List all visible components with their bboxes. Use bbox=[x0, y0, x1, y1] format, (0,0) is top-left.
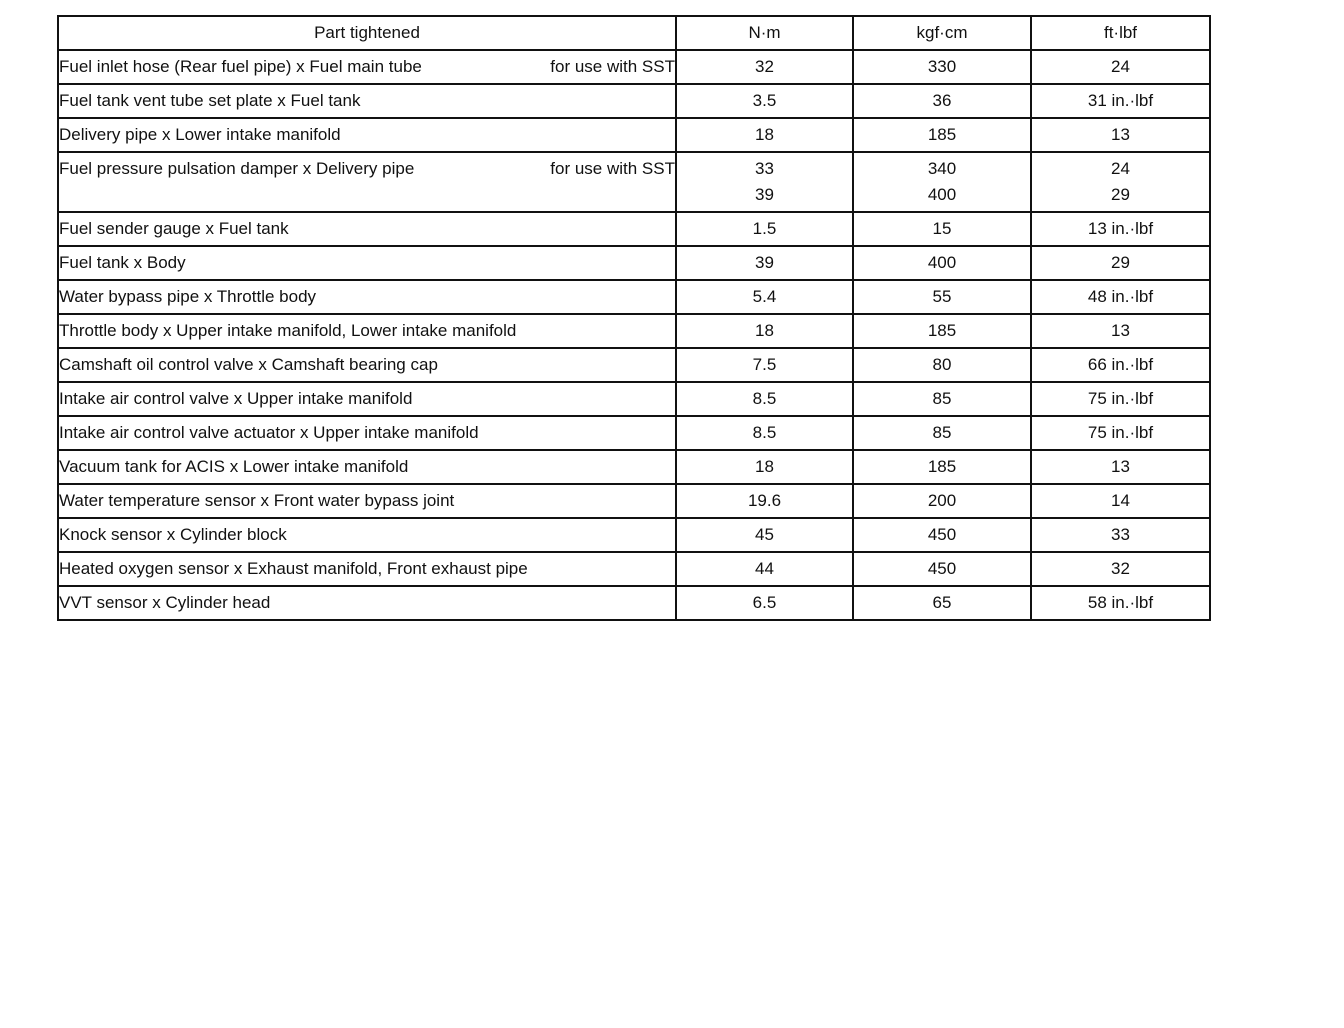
table-row bbox=[58, 280, 1210, 314]
table-row bbox=[58, 382, 1210, 416]
torque-kgf-cm-cell bbox=[853, 484, 1031, 518]
torque-kgf-cm-cell bbox=[853, 348, 1031, 382]
part-note: for use with SST bbox=[550, 57, 675, 76]
table-row bbox=[58, 84, 1210, 118]
part-cell bbox=[58, 152, 676, 212]
table-row bbox=[58, 314, 1210, 348]
torque-ft-lbf-cell bbox=[1031, 552, 1210, 586]
torque-value: 400 bbox=[927, 253, 957, 272]
torque-nm-cell bbox=[676, 50, 853, 84]
part-cell bbox=[58, 50, 676, 84]
torque-value: 75 in.·lbf bbox=[1087, 389, 1154, 408]
torque-nm-cell bbox=[676, 118, 853, 152]
torque-kgf-cm-cell bbox=[853, 552, 1031, 586]
torque-nm-cell bbox=[676, 450, 853, 484]
header-ft-lbf: ft·lbf bbox=[1031, 16, 1210, 50]
torque-value: 450 bbox=[927, 525, 957, 544]
torque-kgf-cm-cell bbox=[853, 586, 1031, 620]
part-cell bbox=[58, 484, 676, 518]
torque-value: 29 bbox=[1111, 185, 1130, 204]
torque-nm-cell bbox=[676, 212, 853, 246]
torque-value: 1.5 bbox=[752, 219, 777, 238]
torque-nm-cell bbox=[676, 382, 853, 416]
torque-kgf-cm-cell bbox=[853, 212, 1031, 246]
torque-ft-lbf-cell bbox=[1031, 84, 1210, 118]
part-name: Water temperature sensor x Front water bypass joint bbox=[59, 491, 455, 510]
header-kgf-cm: kgf·cm bbox=[853, 16, 1031, 50]
torque-ft-lbf-cell bbox=[1031, 212, 1210, 246]
part-name: Fuel sender gauge x Fuel tank bbox=[59, 219, 289, 238]
torque-kgf-cm-cell bbox=[853, 280, 1031, 314]
torque-value: 85 bbox=[932, 423, 952, 442]
torque-ft-lbf-cell bbox=[1031, 586, 1210, 620]
torque-value: 36 bbox=[932, 91, 952, 110]
torque-value: 39 bbox=[755, 253, 774, 272]
table-header-row bbox=[58, 16, 1210, 50]
torque-nm-cell bbox=[676, 84, 853, 118]
torque-ft-lbf-cell bbox=[1031, 518, 1210, 552]
torque-value: 14 bbox=[1111, 491, 1130, 510]
table-row bbox=[58, 552, 1210, 586]
torque-ft-lbf-cell bbox=[1031, 484, 1210, 518]
torque-kgf-cm-cell bbox=[853, 314, 1031, 348]
torque-kgf-cm-cell bbox=[853, 382, 1031, 416]
torque-value: 58 in.·lbf bbox=[1087, 593, 1154, 612]
part-name: Fuel pressure pulsation damper x Delivery pipe bbox=[59, 159, 415, 178]
table-row bbox=[58, 246, 1210, 280]
torque-nm-cell bbox=[676, 314, 853, 348]
torque-value: 340 bbox=[927, 159, 957, 178]
torque-nm-cell bbox=[676, 416, 853, 450]
torque-value: 5.4 bbox=[752, 287, 777, 306]
table-row bbox=[58, 416, 1210, 450]
torque-value: 33 bbox=[755, 159, 774, 178]
torque-value: 8.5 bbox=[752, 423, 777, 442]
table-body bbox=[58, 50, 1210, 620]
torque-value: 13 in.·lbf bbox=[1087, 219, 1154, 238]
part-name: Intake air control valve actuator x Upper intake manifold bbox=[59, 423, 479, 442]
table-row bbox=[58, 152, 1210, 212]
torque-value: 400 bbox=[927, 185, 957, 204]
part-name: Intake air control valve x Upper intake manifold bbox=[59, 389, 413, 408]
torque-value: 6.5 bbox=[752, 593, 777, 612]
part-cell bbox=[58, 212, 676, 246]
torque-nm-cell bbox=[676, 152, 853, 212]
torque-kgf-cm-cell bbox=[853, 450, 1031, 484]
part-name: Water bypass pipe x Throttle body bbox=[59, 287, 317, 306]
table-row bbox=[58, 450, 1210, 484]
torque-value: 7.5 bbox=[752, 355, 777, 374]
torque-value: 18 bbox=[755, 457, 774, 476]
torque-kgf-cm-cell bbox=[853, 118, 1031, 152]
torque-ft-lbf-cell bbox=[1031, 450, 1210, 484]
torque-value: 65 bbox=[932, 593, 952, 612]
part-name: Throttle body x Upper intake manifold, Lower intake manifold bbox=[59, 321, 517, 340]
torque-value: 66 in.·lbf bbox=[1087, 355, 1154, 374]
header-nm: N·m bbox=[676, 16, 853, 50]
part-name: Heated oxygen sensor x Exhaust manifold, Front exhaust pipe bbox=[59, 559, 528, 578]
torque-ft-lbf-cell bbox=[1031, 152, 1210, 212]
part-name: Camshaft oil control valve x Camshaft bearing cap bbox=[59, 355, 438, 374]
table-row bbox=[58, 118, 1210, 152]
torque-value: 3.5 bbox=[752, 91, 777, 110]
torque-value: 185 bbox=[927, 457, 957, 476]
torque-ft-lbf-cell bbox=[1031, 50, 1210, 84]
part-cell bbox=[58, 280, 676, 314]
part-name: Delivery pipe x Lower intake manifold bbox=[59, 125, 341, 144]
table-row bbox=[58, 348, 1210, 382]
table-row bbox=[58, 518, 1210, 552]
torque-nm-cell bbox=[676, 484, 853, 518]
torque-value: 45 bbox=[755, 525, 774, 544]
torque-value: 75 in.·lbf bbox=[1087, 423, 1154, 442]
part-cell bbox=[58, 586, 676, 620]
torque-value: 24 bbox=[1111, 159, 1130, 178]
torque-value: 29 bbox=[1111, 253, 1130, 272]
torque-ft-lbf-cell bbox=[1031, 118, 1210, 152]
part-name: Fuel inlet hose (Rear fuel pipe) x Fuel main tube bbox=[59, 57, 422, 76]
part-note: for use with SST bbox=[550, 159, 675, 178]
torque-value: 31 in.·lbf bbox=[1087, 91, 1154, 110]
torque-nm-cell bbox=[676, 518, 853, 552]
torque-kgf-cm-cell bbox=[853, 416, 1031, 450]
part-cell bbox=[58, 518, 676, 552]
torque-nm-cell bbox=[676, 280, 853, 314]
part-name: Vacuum tank for ACIS x Lower intake manifold bbox=[59, 457, 409, 476]
torque-value: 48 in.·lbf bbox=[1087, 287, 1154, 306]
part-cell bbox=[58, 348, 676, 382]
torque-spec-table bbox=[57, 15, 1211, 621]
torque-ft-lbf-cell bbox=[1031, 348, 1210, 382]
torque-kgf-cm-cell bbox=[853, 246, 1031, 280]
torque-value: 18 bbox=[755, 321, 774, 340]
torque-nm-cell bbox=[676, 348, 853, 382]
torque-value: 13 bbox=[1111, 125, 1130, 144]
part-cell bbox=[58, 416, 676, 450]
part-cell bbox=[58, 382, 676, 416]
part-cell bbox=[58, 314, 676, 348]
part-name: Knock sensor x Cylinder block bbox=[59, 525, 287, 544]
torque-ft-lbf-cell bbox=[1031, 314, 1210, 348]
torque-value: 44 bbox=[755, 559, 774, 578]
table-row bbox=[58, 484, 1210, 518]
torque-value: 18 bbox=[755, 125, 774, 144]
torque-value: 85 bbox=[932, 389, 952, 408]
part-name: Fuel tank x Body bbox=[59, 253, 186, 272]
torque-kgf-cm-cell bbox=[853, 518, 1031, 552]
torque-value: 13 bbox=[1111, 321, 1130, 340]
torque-value: 80 bbox=[932, 355, 952, 374]
part-name: VVT sensor x Cylinder head bbox=[59, 593, 271, 612]
part-cell bbox=[58, 552, 676, 586]
torque-value: 450 bbox=[927, 559, 957, 578]
table-row bbox=[58, 586, 1210, 620]
torque-value: 13 bbox=[1111, 457, 1130, 476]
torque-value: 19.6 bbox=[747, 491, 782, 510]
torque-value: 330 bbox=[927, 57, 957, 76]
torque-value: 185 bbox=[927, 321, 957, 340]
torque-ft-lbf-cell bbox=[1031, 246, 1210, 280]
torque-ft-lbf-cell bbox=[1031, 382, 1210, 416]
torque-nm-cell bbox=[676, 246, 853, 280]
part-cell bbox=[58, 450, 676, 484]
part-cell bbox=[58, 246, 676, 280]
torque-value: 8.5 bbox=[752, 389, 777, 408]
torque-value: 15 bbox=[932, 219, 952, 238]
torque-nm-cell bbox=[676, 586, 853, 620]
torque-value: 200 bbox=[927, 491, 957, 510]
torque-value: 33 bbox=[1111, 525, 1130, 544]
part-cell bbox=[58, 118, 676, 152]
torque-value: 24 bbox=[1111, 57, 1130, 76]
part-name: Fuel tank vent tube set plate x Fuel tank bbox=[59, 91, 361, 110]
torque-value: 32 bbox=[1111, 559, 1130, 578]
header-part-tightened: Part tightened bbox=[58, 16, 676, 50]
torque-kgf-cm-cell bbox=[853, 84, 1031, 118]
table-row bbox=[58, 212, 1210, 246]
table-row bbox=[58, 50, 1210, 84]
torque-kgf-cm-cell bbox=[853, 152, 1031, 212]
torque-value: 32 bbox=[755, 57, 774, 76]
torque-ft-lbf-cell bbox=[1031, 416, 1210, 450]
torque-ft-lbf-cell bbox=[1031, 280, 1210, 314]
torque-value: 55 bbox=[932, 287, 952, 306]
torque-value: 39 bbox=[755, 185, 774, 204]
torque-kgf-cm-cell bbox=[853, 50, 1031, 84]
torque-nm-cell bbox=[676, 552, 853, 586]
torque-value: 185 bbox=[927, 125, 957, 144]
part-cell bbox=[58, 84, 676, 118]
